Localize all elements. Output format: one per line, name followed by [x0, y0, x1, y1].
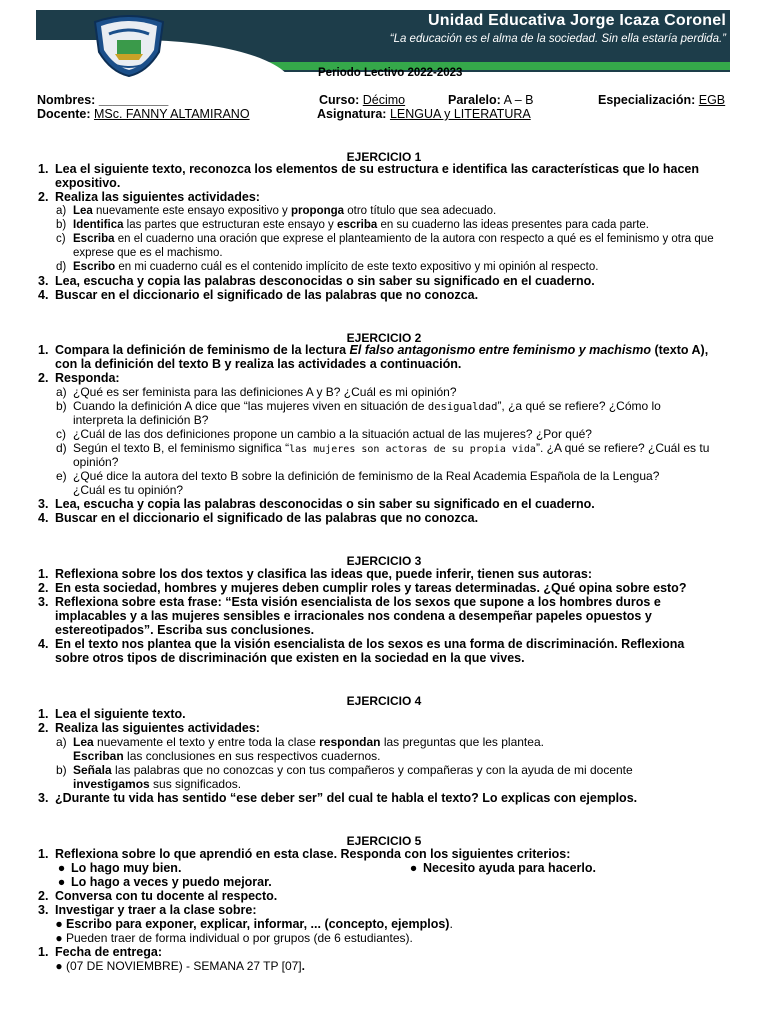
ex5-criterion-2: ● Necesito ayuda para hacerlo.	[409, 861, 596, 875]
ex1-sub-b: b) Identifica las partes que estructuran este ensayo y escriba en su cuaderno las ideas presentes para cada parte.	[56, 219, 649, 231]
asignatura-value: LENGUA y LITERATURA	[389, 107, 531, 121]
ex4-item-3: 3. ¿Durante tu vida has sentido “ese deber ser” del cual te habla el texto? Lo explicas con ejemplos.	[38, 791, 638, 805]
ex3-item-2: 2. En esta sociedad, hombres y mujeres deben cumplir roles y tareas determinadas. ¿Qué opina sobre esto?	[38, 581, 687, 595]
ex4-sub-b-cont: investigamos sus significados.	[73, 777, 242, 791]
docente-value: MSc. FANNY ALTAMIRANO	[93, 107, 250, 121]
ex5-criterion-1: ● Lo hago muy bien.	[57, 861, 182, 875]
ex4-sub-b: b) Señala las palabras que no conozcas y con tus compañeros y compañeras y con la ayuda de mi docente	[56, 763, 633, 777]
ex5-criterion-3: ● Lo hago a veces y puedo mejorar.	[57, 875, 272, 889]
ex4-sub-a-cont: Escriban las conclusiones en sus respectivos cuadernos.	[73, 749, 381, 763]
exercise-1-title: EJERCICIO 1	[346, 150, 422, 164]
school-name: Unidad Educativa Jorge Icaza Coronel	[428, 12, 726, 29]
period-label: Periodo Lectivo 2022-2023	[318, 67, 463, 79]
ex1-item-1-cont: expositivo.	[55, 176, 121, 190]
school-motto: “La educación es el alma de la sociedad. Sin ella estaría perdida.”	[389, 33, 726, 45]
ex1-item-2: 2. Realiza las siguientes actividades:	[38, 190, 260, 204]
docente-row	[37, 107, 250, 121]
ex2-sub-b: b) Cuando la definición A dice que “las mujeres viven en situación de desigualdad”, ¿a qué se refiere? ¿Cómo lo	[56, 399, 661, 413]
ex2-sub-a: a) ¿Qué es ser feminista para las definiciones A y B? ¿Cuál es mi opinión?	[56, 385, 457, 399]
exercise-4-title: EJERCICIO 4	[346, 694, 422, 708]
ex1-item-3: 3. Lea, escucha y copia las palabras desconocidas o sin saber su significado en el cuaderno.	[38, 274, 595, 288]
ex5-sub-bullet-2: ● Pueden traer de forma individual o por grupos (de 6 estudiantes).	[55, 931, 413, 945]
ex2-sub-b-cont: interpreta la definición B?	[73, 413, 209, 427]
paralelo-value: A – B	[503, 93, 534, 107]
curso-label: Curso:	[319, 93, 360, 107]
ex5-item-2: 2. Conversa con tu docente al respecto.	[38, 889, 278, 903]
ex3-item-1: 1. Reflexiona sobre los dos textos y clasifica las ideas que, puede inferir, tienen sus autoras:	[38, 567, 592, 581]
exercise-2-title: EJERCICIO 2	[346, 331, 422, 345]
nombres-row	[37, 93, 168, 107]
ex2-item-1-cont: con la definición del texto B y realiza las actividades a continuación.	[55, 357, 462, 371]
especializacion-value: EGB	[698, 93, 726, 107]
especializacion-row	[598, 93, 725, 107]
ex1-sub-c: c) Escriba en el cuaderno una oración que exprese el planteamiento de la autora con respecto a qué es el feminismo y otra que	[56, 233, 714, 245]
curso-value: Décimo	[362, 93, 406, 107]
ex5-item-3: 3. Investigar y traer a la clase sobre:	[38, 903, 257, 917]
exercise-3-title: EJERCICIO 3	[346, 554, 422, 568]
ex2-sub-c: c) ¿Cuál de las dos definiciones propone un cambio a la situación actual de las mujeres? ¿Por qué?	[56, 427, 592, 441]
exercise-5-title: EJERCICIO 5	[346, 834, 422, 848]
ex3-item-3-cont-2: estereotipados”. Escriba sus conclusiones.	[55, 623, 315, 637]
ex5-item-1: 1. Reflexiona sobre lo que aprendió en esta clase. Responda con los siguientes criterios:	[38, 847, 571, 861]
ex5-item-4: 1. Fecha de entrega:	[38, 945, 162, 959]
asignatura-row	[317, 107, 531, 121]
paralelo-row	[448, 93, 534, 107]
ex2-sub-d: d) Según el texto B, el feminismo significa “las mujeres son actoras de su propia vida”. ¿A qué se refiere? ¿Cuál es tu	[56, 441, 710, 455]
ex2-item-3: 3. Lea, escucha y copia las palabras desconocidas o sin saber su significado en el cuaderno.	[38, 497, 595, 511]
ex1-item-1: 1. Lea el siguiente texto, reconozca los elementos de su estructura e identifica las características que lo hacen	[38, 162, 699, 176]
ex2-item-1: 1. Compara la definición de feminismo de la lectura El falso antagonismo entre feminismo y machismo (texto A),	[38, 343, 709, 357]
ex3-item-3: 3. Reflexiona sobre esta frase: “Esta visión esencialista de los sexos que supone a los hombres duros e	[38, 595, 661, 609]
ex5-sub-bullet-1: ● Escribo para exponer, explicar, informar, ... (concepto, ejemplos).	[55, 917, 453, 931]
ex4-item-2: 2. Realiza las siguientes actividades:	[38, 721, 260, 735]
ex1-item-4: 4. Buscar en el diccionario el significado de las palabras que no conozca.	[38, 288, 479, 302]
ex3-item-4-cont: sobre otros tipos de discriminación que existen en la sociedad en la que vives.	[55, 651, 525, 665]
nombres-value: __________	[98, 93, 169, 107]
curso-row	[319, 93, 405, 107]
especializacion-label: Especialización:	[598, 93, 696, 107]
ex1-sub-d: d) Escribo en mi cuaderno cuál es el contenido implícito de este texto expositivo y mi opinión al respecto.	[56, 261, 599, 273]
ex3-item-3-cont-1: implacables y a las mujeres sensibles e irracionales nos condena a desempeñar papeles opuestos y	[55, 609, 652, 623]
ex2-sub-e: e) ¿Qué dice la autora del texto B sobre la definición de feminismo de la Real Academia Española de la Lengua?	[56, 469, 660, 483]
docente-label: Docente:	[37, 107, 91, 121]
ex2-item-2: 2. Responda:	[38, 371, 120, 385]
nombres-label: Nombres:	[37, 93, 96, 107]
ex2-item-4: 4. Buscar en el diccionario el significado de las palabras que no conozca.	[38, 511, 479, 525]
ex2-sub-d-cont: opinión?	[73, 455, 119, 469]
ex1-sub-c-cont: exprese que es el machismo.	[73, 247, 223, 259]
ex5-sub-bullet-3: ● (07 DE NOVIEMBRE) - SEMANA 27 TP [07].	[55, 959, 305, 973]
ex4-sub-a: a) Lea nuevamente el texto y entre toda la clase respondan las preguntas que les plantea.	[56, 735, 544, 749]
paralelo-label: Paralelo:	[448, 93, 501, 107]
ex1-sub-a: a) Lea nuevamente este ensayo expositivo y proponga otro título que sea adecuado.	[56, 205, 497, 217]
ex4-item-1: 1. Lea el siguiente texto.	[38, 707, 186, 721]
school-crest-logo	[89, 12, 169, 78]
ex2-sub-e-cont: ¿Cuál es tu opinión?	[73, 483, 184, 497]
ex3-item-4: 4. En el texto nos plantea que la visión esencialista de los sexos es una forma de discriminación. Reflexiona	[38, 637, 685, 651]
asignatura-label: Asignatura:	[317, 107, 387, 121]
